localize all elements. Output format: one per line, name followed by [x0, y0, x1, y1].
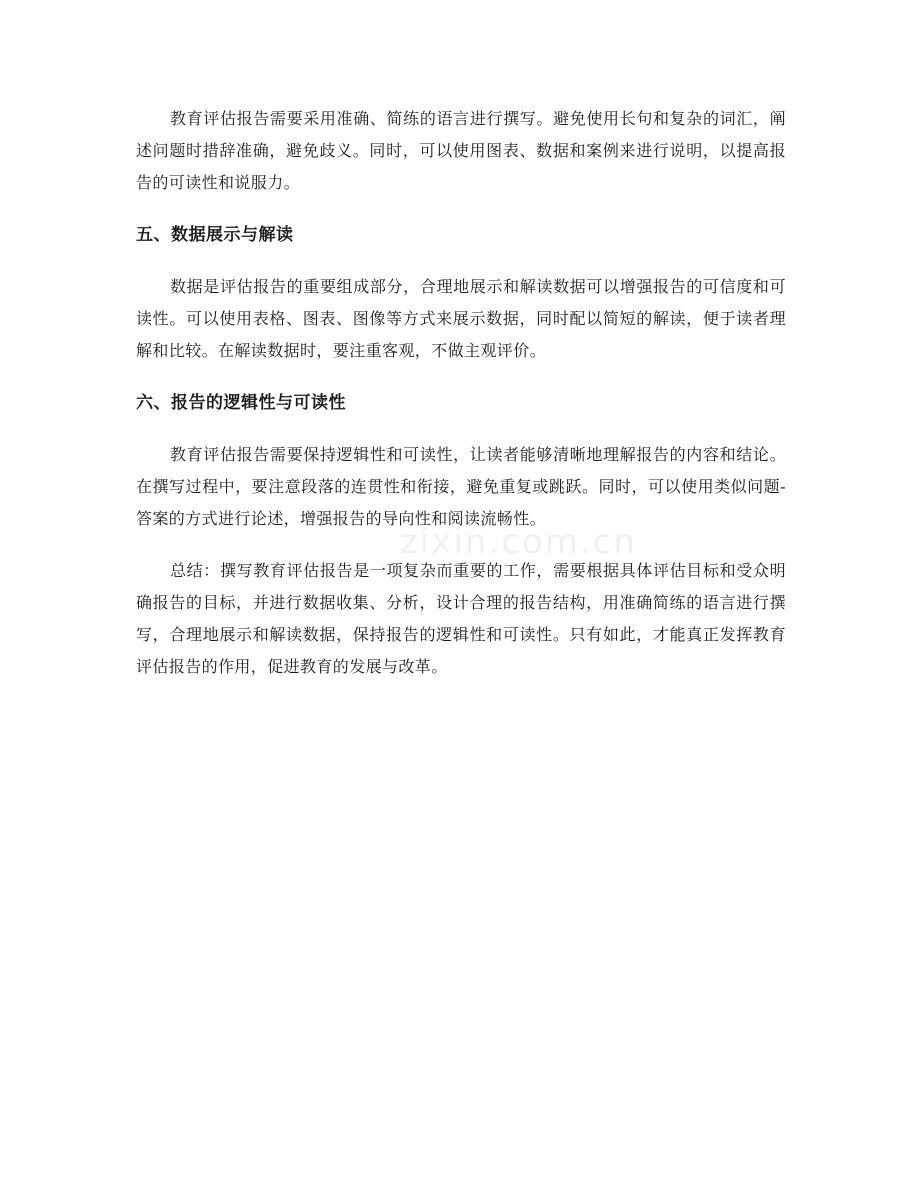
watermark: zixin.com.cn	[400, 522, 637, 562]
paragraph-logic: 教育评估报告需要保持逻辑性和可读性，让读者能够清晰地理解报告的内容和结论。在撰写过程中，要注意段落的连贯性和衔接，避免重复或跳跃。同时，可以使用类似问题-答案的方式进行论述，增强报告的导向性和阅读流畅性。	[136, 445, 786, 528]
paragraph-data: 数据是评估报告的重要组成部分，合理地展示和解读数据可以增强报告的可信度和可读性。可以使用表格、图表、图像等方式来展示数据，同时配以简短的解读，便于读者理解和比较。在解读数据时，要注重客观，不做主观评价。	[136, 277, 786, 360]
section-heading-data-presentation: 五、数据展示与解读	[136, 225, 294, 245]
document-body	[136, 103, 786, 683]
section-heading-logic-readability: 六、报告的逻辑性与可读性	[136, 393, 346, 413]
paragraph-summary: 总结：撰写教育评估报告是一项复杂而重要的工作，需要根据具体评估目标和受众明确报告的目标，并进行数据收集、分析，设计合理的报告结构，用准确简练的语言进行撰写，合理地展示和解读数据，保持报告的逻辑性和可读性。只有如此，才能真正发挥教育评估报告的作用，促进教育的发展与改革。	[136, 561, 786, 676]
paragraph-language: 教育评估报告需要采用准确、简练的语言进行撰写。避免使用长句和复杂的词汇，阐述问题时措辞准确，避免歧义。同时，可以使用图表、数据和案例来进行说明，以提高报告的可读性和说服力。	[136, 109, 786, 192]
